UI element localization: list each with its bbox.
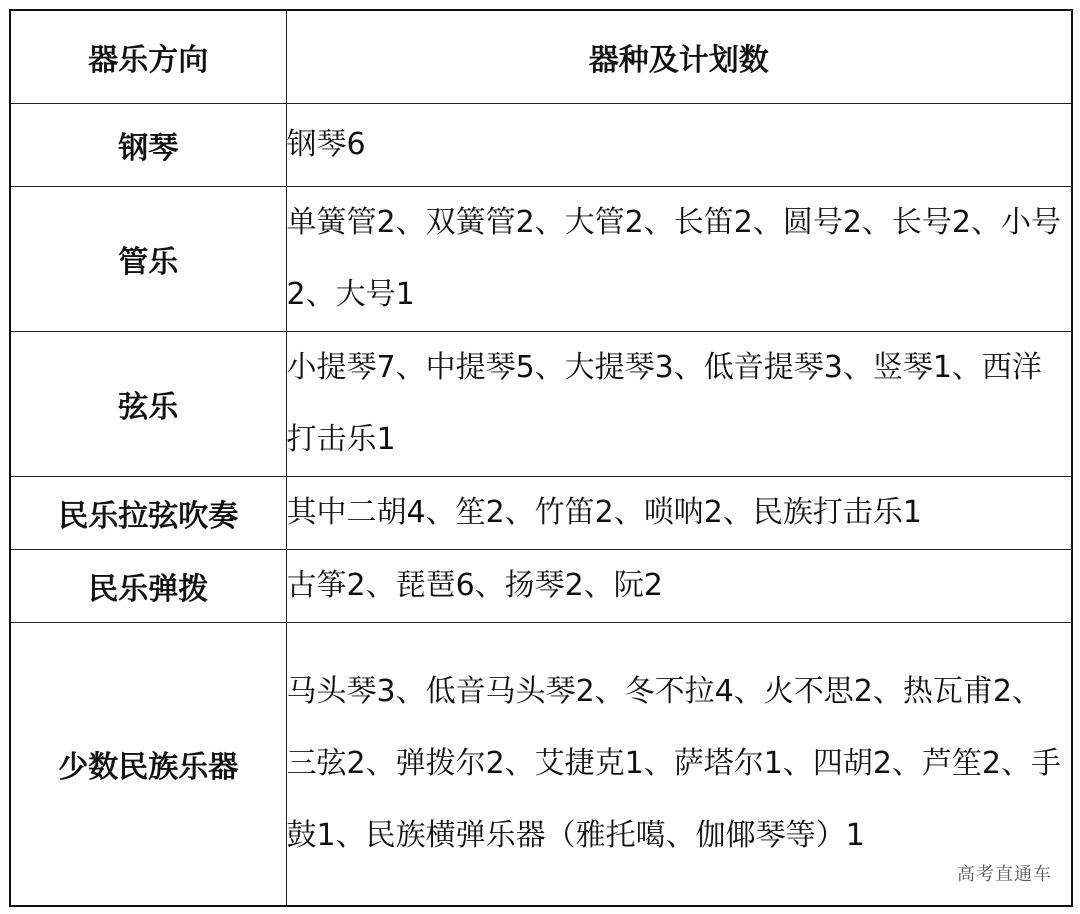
table-row — [10, 623, 1072, 907]
row-items: 小提琴7、中提琴5、大提琴3、低音提琴3、竖琴1、西洋打击乐1 — [286, 332, 1072, 477]
table-row — [10, 104, 1072, 187]
row-items: 钢琴6 — [286, 104, 1072, 187]
row-category: 管乐 — [10, 187, 286, 332]
row-category: 民乐拉弦吹奏 — [10, 477, 286, 550]
instrument-plan-table — [9, 9, 1073, 907]
table-row — [10, 550, 1072, 623]
row-category: 民乐弹拨 — [10, 550, 286, 623]
row-category: 弦乐 — [10, 332, 286, 477]
table-row — [10, 187, 1072, 332]
watermark: 高考直通车 — [957, 864, 1052, 885]
row-items: 其中二胡4、笙2、竹笛2、唢呐2、民族打击乐1 — [286, 477, 1072, 550]
row-items: 单簧管2、双簧管2、大管2、长笛2、圆号2、长号2、小号2、大号1 — [286, 187, 1072, 332]
table-row — [10, 332, 1072, 477]
table-row — [10, 477, 1072, 550]
header-instruments-and-quota: 器种及计划数 — [286, 10, 1072, 104]
row-items: 马头琴3、低音马头琴2、冬不拉4、火不思2、热瓦甫2、三弦2、弹拨尔2、艾捷克1、萨塔尔1、四胡2、芦笙2、手鼓1、民族横弹乐器（雅托噶、伽倻琴等）1 — [286, 623, 1072, 907]
row-category: 钢琴 — [10, 104, 286, 187]
row-items: 古筝2、琵琶6、扬琴2、阮2 — [286, 550, 1072, 623]
header-direction: 器乐方向 — [10, 10, 286, 104]
header-row — [10, 10, 1072, 104]
row-category: 少数民族乐器 — [10, 623, 286, 907]
